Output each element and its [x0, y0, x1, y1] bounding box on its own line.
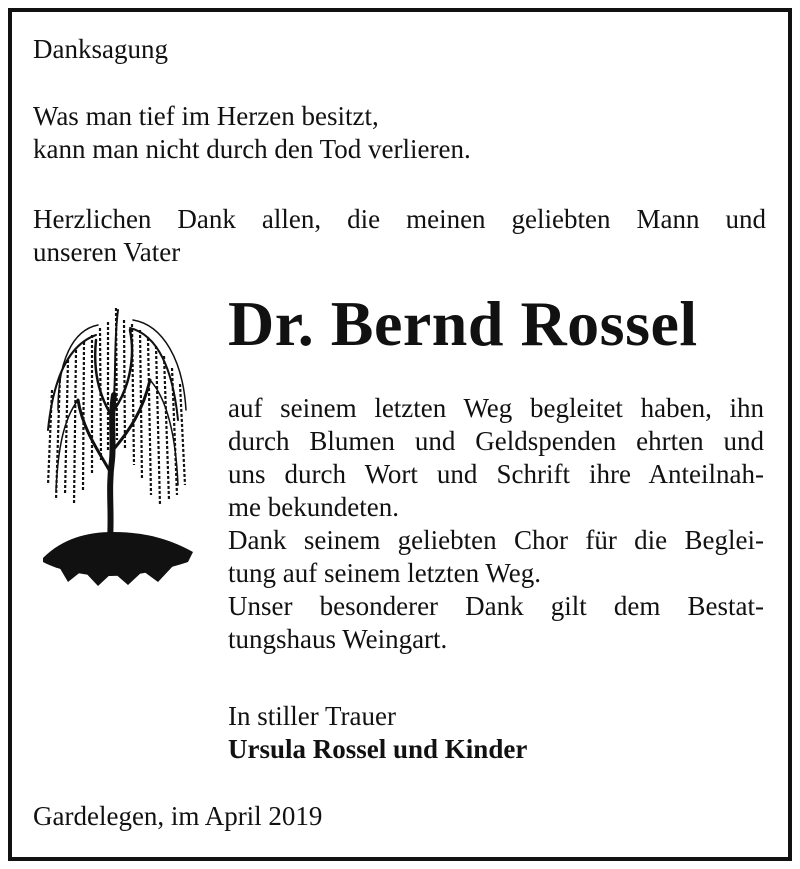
body-line: Unser besonderer Dank gilt dem Bestat- [228, 591, 764, 621]
signature: Ursula Rossel und Kinder [228, 734, 528, 764]
body-line: auf seinem letzten Weg begleitet haben, ihn [228, 393, 764, 423]
place-date: Gardelegen, im April 2019 [33, 801, 323, 831]
quote-line: Was man tief im Herzen besitzt, [33, 101, 379, 131]
closing-text: In stiller Trauer [228, 701, 396, 731]
notice-heading: Danksagung [33, 34, 168, 64]
body-line: uns durch Wort und Schrift ihre Anteilnah- [228, 459, 764, 489]
intro-line: Herzlichen Dank allen, die meinen geliebten Mann und [33, 204, 766, 234]
body-text [228, 392, 764, 656]
body-line: tung auf seinem letzten Weg. [228, 558, 541, 588]
body-line: me bekundeten. [228, 492, 399, 522]
body-line: tungshaus Weingart. [228, 624, 448, 654]
body-line: durch Blumen und Geldspenden ehrten und [228, 426, 764, 456]
quote-line: kann man nicht durch den Tod verlieren. [33, 134, 471, 164]
intro-text [33, 203, 766, 269]
deceased-name: Dr. Bernd Rossel [228, 288, 698, 359]
quote [33, 100, 471, 166]
intro-line: unseren Vater [33, 237, 181, 267]
weeping-willow-icon [38, 300, 196, 590]
body-line: Dank seinem geliebten Chor für die Beglei- [228, 525, 764, 555]
